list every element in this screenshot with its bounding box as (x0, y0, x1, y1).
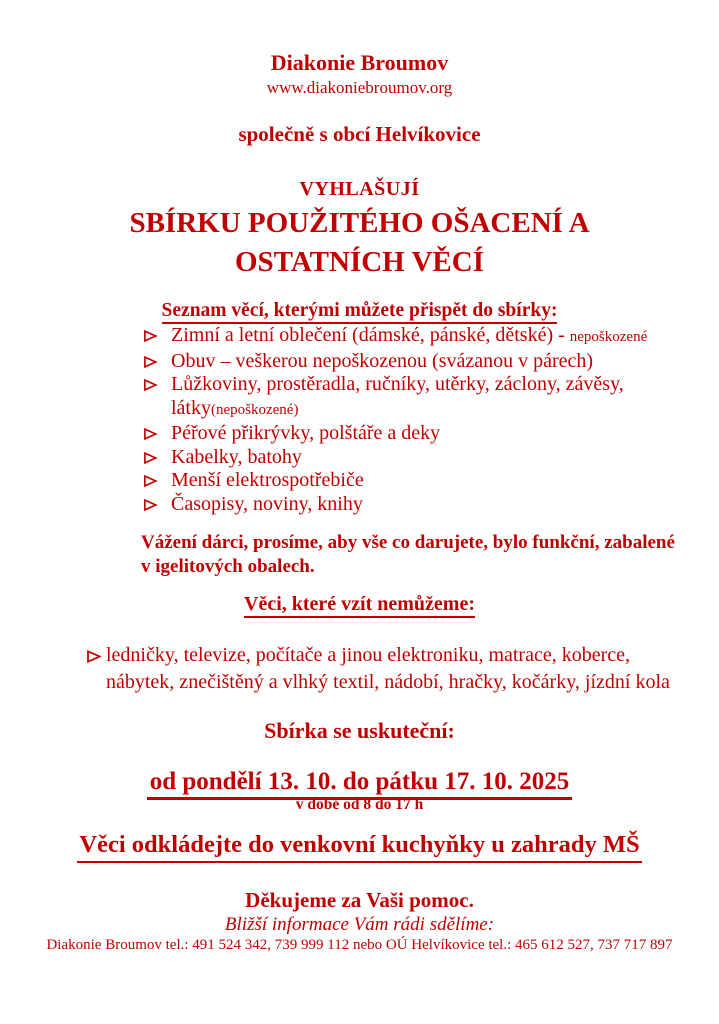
reject-item-line2: nábytek, znečištěný a vlhký textil, nádobí, hračky, kočárky, jízdní kola (106, 671, 670, 693)
main-title (0, 204, 719, 282)
item-text: Obuv – veškerou nepoškozenou (svázanou v párech) (171, 349, 594, 372)
reject-heading: Věci, které vzít nemůžeme: (0, 593, 719, 616)
website-url: www.diakoniebroumov.org (266, 78, 453, 97)
donor-note (141, 531, 719, 579)
item-suffix-small: (nepoškozené) (211, 401, 299, 418)
list-item (143, 373, 719, 422)
list-item (143, 446, 719, 470)
list-item (143, 493, 719, 517)
announce-word: VYHLAŠUJÍ (299, 178, 420, 200)
arrowhead-right-icon (143, 451, 158, 465)
reject-item-line1: ledničky, televize, počítače a jinou elektroniku, matrace, koberce, (106, 644, 631, 666)
main-title-line2: OSTATNÍCH VĚCÍ (235, 246, 484, 278)
arrowhead-right-icon (143, 378, 158, 392)
schedule-heading: Sbírka se uskuteční: (264, 718, 455, 743)
arrowhead-right-icon (143, 329, 158, 343)
info-line: Bližší informace Vám rádi sdělíme: (224, 914, 495, 935)
item-text: Kabelky, batohy (171, 445, 302, 468)
donor-note-line1: Vážení dárci, prosíme, aby vše co darujete, bylo funkční, zabalené (141, 532, 675, 553)
arrowhead-right-icon (143, 474, 158, 488)
accept-heading: Seznam věcí, kterými můžete přispět do sbírky: (0, 299, 719, 322)
collection-date: od pondělí 13. 10. do pátku 17. 10. 2025 (0, 767, 719, 797)
list-item (143, 422, 719, 446)
collection-time: v době od 8 do 17 h (295, 796, 424, 813)
item-suffix-small: nepoškozené (569, 329, 648, 345)
list-item (143, 350, 719, 374)
accept-list (0, 324, 719, 516)
org-name: Diakonie Broumov (270, 50, 449, 75)
reject-item-text (106, 642, 670, 696)
arrowhead-right-icon (143, 498, 158, 512)
list-item (143, 324, 719, 350)
thanks-line: Děkujeme za Vaši pomoc. (245, 888, 474, 912)
item-text: Menší elektrospotřebiče (171, 469, 364, 491)
reject-item (86, 642, 719, 696)
contact-line: Diakonie Broumov tel.: 491 524 342, 739 999 112 nebo OÚ Helvíkovice tel.: 465 612 527, 737 717 897 (46, 937, 673, 953)
item-text: Časopisy, noviny, knihy (171, 492, 363, 515)
arrowhead-right-icon (143, 355, 158, 369)
arrowhead-right-icon (86, 649, 102, 664)
list-item (143, 469, 719, 493)
item-text: Zimní a letní oblečení (dámské, pánské, dětské) - nepoškozené (171, 324, 648, 346)
item-text: Lůžkoviny, prostěradla, ručníky, utěrky, záclony, závěsy, látky(nepoškozené) (171, 373, 624, 419)
item-text: Péřové přikrývky, polštáře a deky (171, 422, 441, 444)
drop-location: Věci odkládejte do venkovní kuchyňky u zahrady MŠ (0, 830, 719, 860)
together-line: společně s obcí Helvíkovice (238, 122, 481, 146)
arrowhead-right-icon (143, 427, 158, 441)
main-title-line1: SBÍRKU POUŽITÉHO OŠACENÍ A (129, 207, 590, 239)
donor-note-line2: v igelitových obalech. (141, 556, 315, 577)
